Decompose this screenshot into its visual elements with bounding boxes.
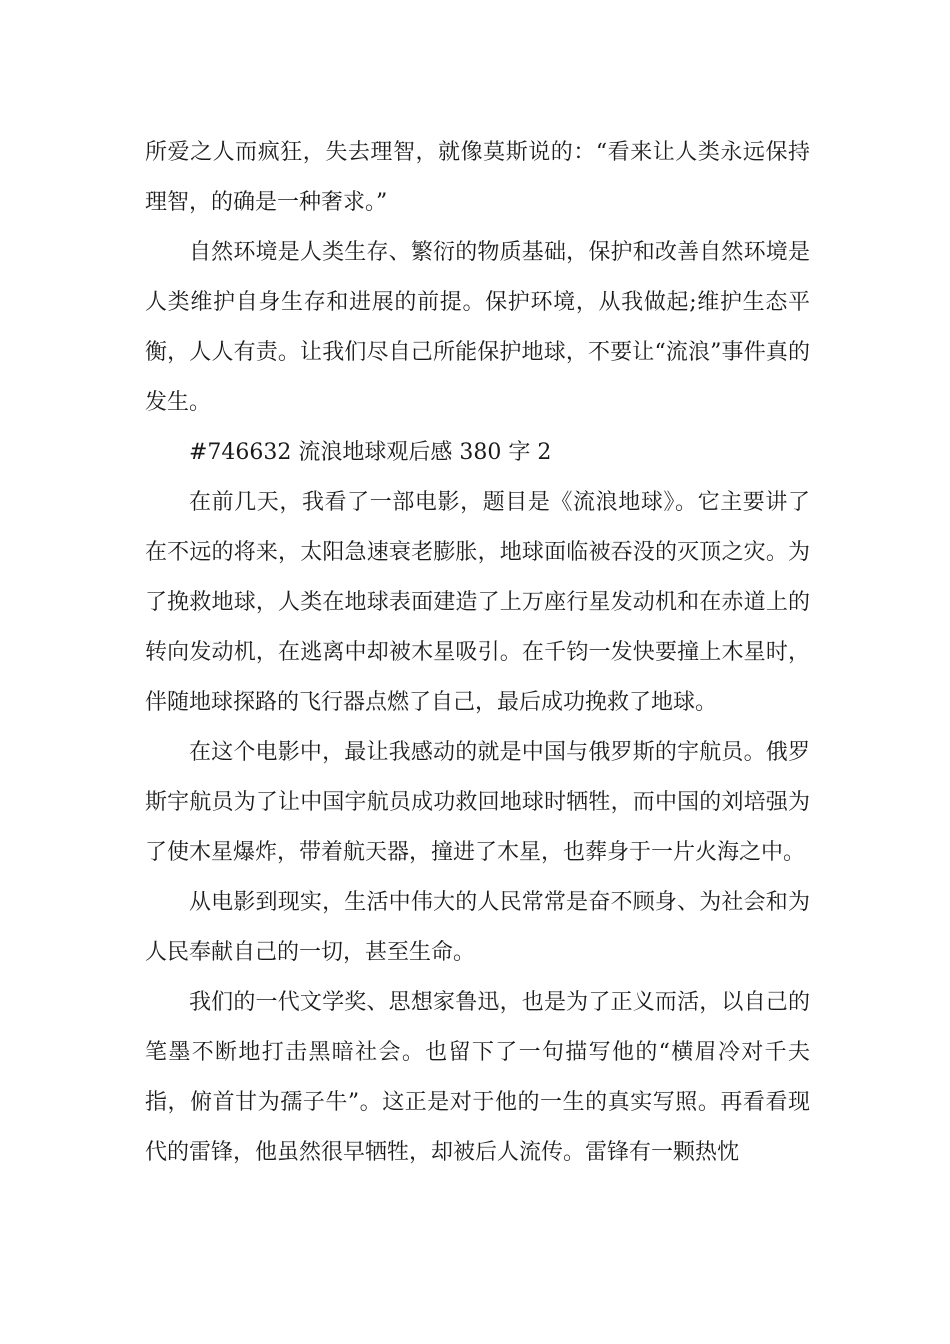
paragraph-continuation: 所爱之人而疯狂，失去理智，就像莫斯说的：“看来让人类永远保持理智，的确是一种奢求。” (145, 140, 810, 215)
section-heading: #746632 流浪地球观后感 380 字 2 (189, 440, 552, 465)
paragraph-astronauts: 在这个电影中，最让我感动的就是中国与俄罗斯的宇航员。俄罗斯宇航员为了让中国宇航员成功救回地球时牺牲，而中国的刘培强为了使木星爆炸，带着航天器，撞进了木星，也葬身于一片火海之中。 (145, 740, 810, 865)
paragraph-environment: 自然环境是人类生存、繁衍的物质基础，保护和改善自然环境是人类维护自身生存和进展的前提。保护环境，从我做起;维护生态平衡，人人有责。让我们尽自己所能保护地球，不要让“流浪”事件真的发生。 (145, 240, 810, 415)
document-body (145, 128, 810, 1178)
paragraph-lu-xun: 我们的一代文学奖、思想家鲁迅，也是为了正义而活，以自己的笔墨不断地打击黑暗社会。也留下了一句描写他的“横眉冷对千夫指，俯首甘为孺子牛”。这正是对于他的一生的真实写照。再看看现代的雷锋，他虽然很早牺牲，却被后人流传。雷锋有一颗热忱 (145, 990, 810, 1165)
paragraph-reality: 从电影到现实，生活中伟大的人民常常是奋不顾身、为社会和为人民奉献自己的一切，甚至生命。 (145, 890, 810, 965)
paragraph-movie-summary: 在前几天，我看了一部电影，题目是《流浪地球》。它主要讲了在不远的将来，太阳急速衰老膨胀，地球面临被吞没的灭顶之灾。为了挽救地球，人类在地球表面建造了上万座行星发动机和在赤道上的转向发动机，在逃离中却被木星吸引。在千钧一发快要撞上木星时，伴随地球探路的飞行器点燃了自己，最后成功挽救了地球。 (145, 490, 810, 715)
